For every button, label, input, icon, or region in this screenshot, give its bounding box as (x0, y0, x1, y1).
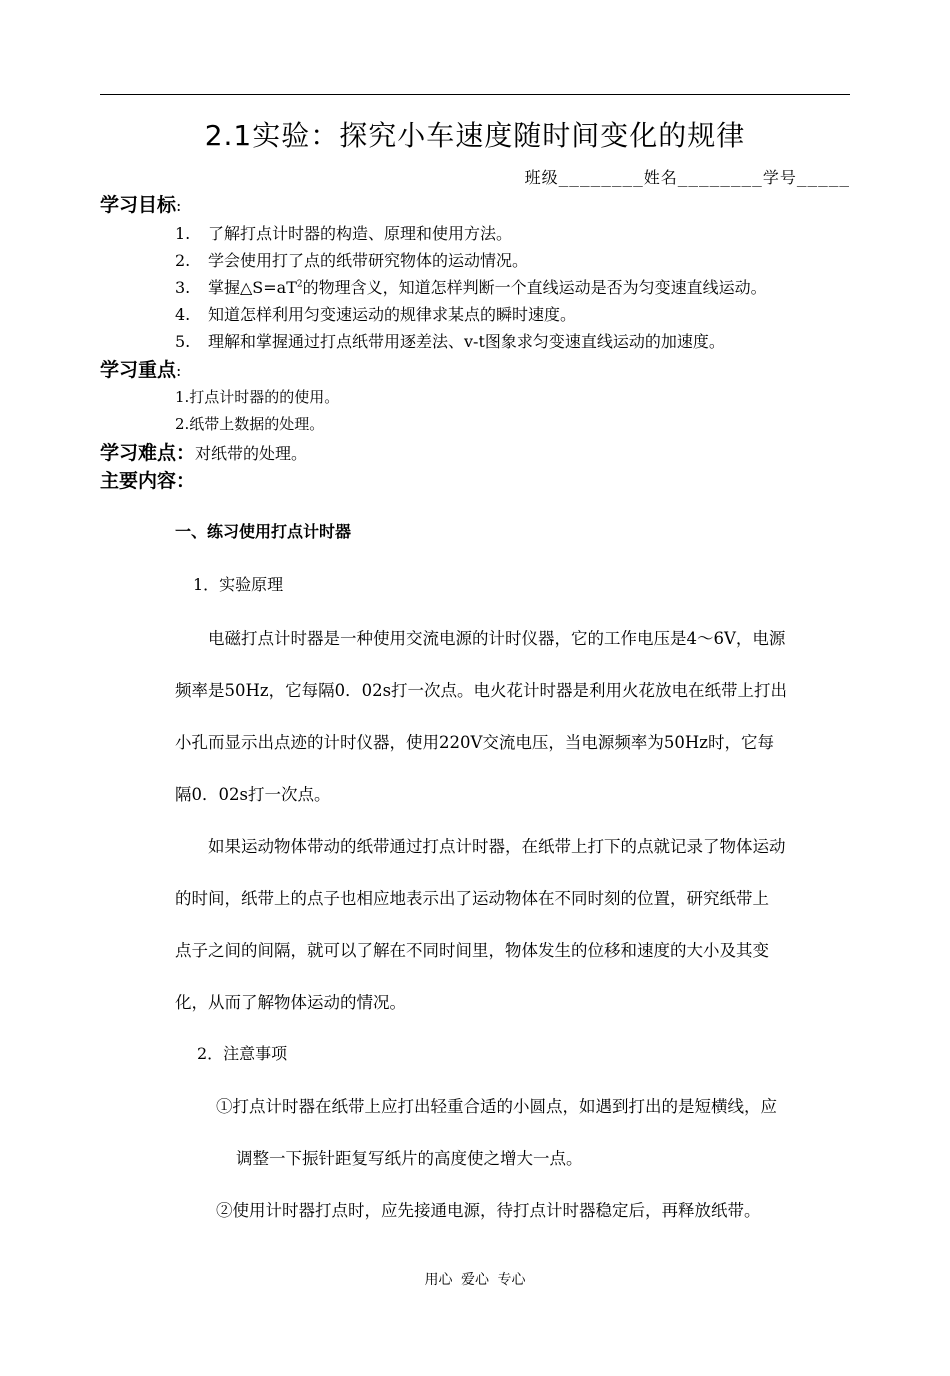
paragraph-line: 的时间，纸带上的点子也相应地表示出了运动物体在不同时刻的位置，研究纸带上 (175, 889, 769, 908)
paragraph-line: 点子之间的间隔，就可以了解在不同时间里，物体发生的位移和速度的大小及其变 (175, 941, 769, 960)
paragraph-line: 隔0．02s打一次点。 (175, 785, 331, 804)
page-footer: 用心 爱心 专心 (424, 1272, 526, 1288)
paragraph-line: 如果运动物体带动的纸带通过打点计时器，在纸带上打下的点就记录了物体运动 (208, 837, 786, 856)
goals-heading: 学习目标: (100, 194, 182, 216)
goal-item: 5. 理解和掌握通过打点纸带用逐差法、v-t图象求匀变速直线运动的加速度。 (175, 332, 725, 351)
paragraph-line: 小孔而显示出点迹的计时仪器，使用220V交流电压，当电源频率为50Hz时，它每 (175, 733, 774, 752)
notes-title: 2．注意事项 (197, 1044, 288, 1063)
paragraph-line: 化，从而了解物体运动的情况。 (175, 993, 406, 1012)
difficulty-text: 对纸带的处理。 (195, 444, 308, 463)
key-point-item: 2.纸带上数据的处理。 (175, 415, 325, 433)
note-item-1-continuation: 调整一下振针距复写纸片的高度使之增大一点。 (236, 1149, 583, 1168)
header-rule (100, 94, 850, 95)
goal-item: 2. 学会使用打了点的纸带研究物体的运动情况。 (175, 251, 529, 270)
goal-item: 1. 了解打点计时器的构造、原理和使用方法。 (175, 224, 513, 243)
paragraph-line: 频率是50Hz，它每隔0．02s打一次点。电火花计时器是利用火花放电在纸带上打出 (175, 681, 788, 700)
goal-item: 3. 掌握$\triangle S=aT^2$的物理含义，知道怎样判断一个直线运动是否为匀变速直线运动。 (175, 278, 767, 297)
section-title: 一、练习使用打点计时器 (175, 522, 352, 541)
note-item-1: ①打点计时器在纸带上应打出轻重合适的小圆点，如遇到打出的是短横线，应 (216, 1097, 777, 1116)
principle-title: 1．实验原理 (193, 575, 284, 594)
main-content-heading: 主要内容： (100, 470, 196, 492)
goal-item: 4. 知道怎样利用匀变速运动的规律求某点的瞬时速度。 (175, 305, 577, 324)
key-point-item: 1.打点计时器的的使用。 (175, 388, 340, 406)
note-item-2: ②使用计时器打点时，应先接通电源，待打点计时器稳定后，再释放纸带。 (216, 1201, 761, 1220)
key-points-heading: 学习重点: (100, 359, 182, 381)
class-blank: ________ (558, 168, 644, 187)
page-title: 2.1实验：探究小车速度随时间变化的规律 (204, 119, 746, 152)
name-label: 姓名 (643, 168, 678, 187)
id-label: 学号 (762, 168, 797, 187)
difficulty-heading: 学习难点：对纸带的处理。 (100, 442, 308, 464)
name-blank: ________ (677, 168, 763, 187)
paragraph-line: 电磁打点计时器是一种使用交流电源的计时仪器，它的工作电压是4～6V，电源 (208, 629, 786, 648)
id-blank: _____ (796, 168, 850, 187)
student-info-line (525, 166, 850, 190)
class-label: 班级 (524, 168, 559, 187)
